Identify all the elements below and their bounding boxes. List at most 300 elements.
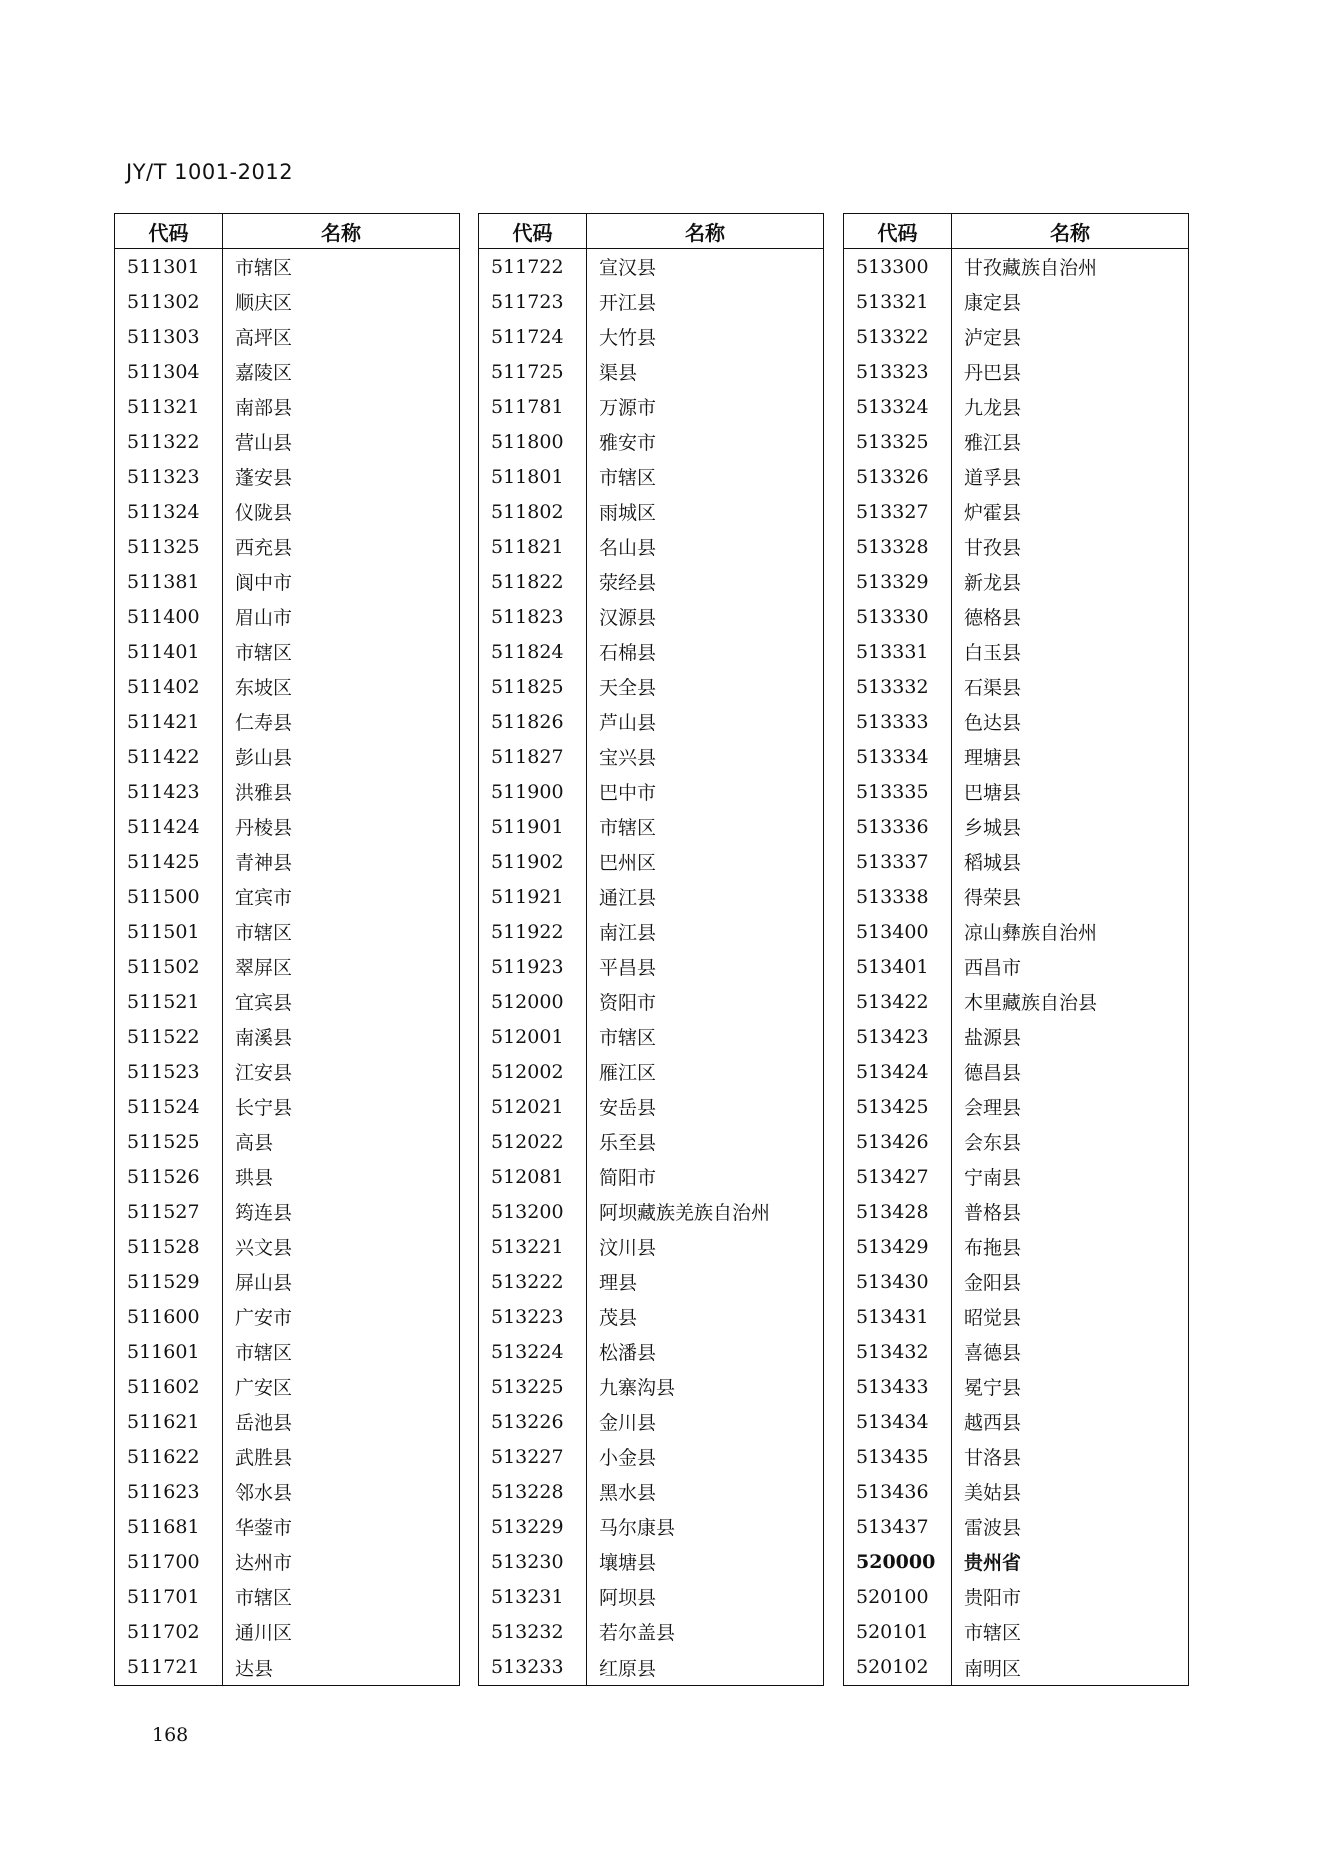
region-code: 511501 xyxy=(115,914,223,949)
region-code: 513229 xyxy=(479,1509,587,1544)
region-name: 阿坝县 xyxy=(599,1587,657,1609)
region-name: 乡城县 xyxy=(964,817,1022,839)
table-row xyxy=(479,599,824,634)
region-name: 市辖区 xyxy=(235,1342,293,1364)
region-name: 昭觉县 xyxy=(964,1307,1022,1329)
region-name: 会理县 xyxy=(964,1097,1022,1119)
region-name: 九寨沟县 xyxy=(599,1377,676,1399)
table-row xyxy=(115,809,460,844)
table-row xyxy=(479,424,824,459)
region-code: 511500 xyxy=(115,879,223,914)
region-code: 513437 xyxy=(844,1509,952,1544)
column-header-name: 名称 xyxy=(223,214,460,249)
region-code: 513328 xyxy=(844,529,952,564)
table-row xyxy=(844,529,1189,564)
table-row xyxy=(844,459,1189,494)
region-name: 武胜县 xyxy=(235,1447,293,1469)
table-row xyxy=(115,1089,460,1124)
region-name: 眉山市 xyxy=(235,607,293,629)
region-code: 511822 xyxy=(479,564,587,599)
region-code: 513433 xyxy=(844,1369,952,1404)
region-code: 511524 xyxy=(115,1089,223,1124)
table-row xyxy=(844,774,1189,809)
region-code: 511600 xyxy=(115,1299,223,1334)
region-name: 屏山县 xyxy=(235,1272,293,1294)
region-name: 金阳县 xyxy=(964,1272,1022,1294)
region-code: 511827 xyxy=(479,739,587,774)
region-name: 万源市 xyxy=(599,397,657,419)
region-name: 市辖区 xyxy=(235,1587,293,1609)
region-code: 511521 xyxy=(115,984,223,1019)
table-row xyxy=(115,1509,460,1544)
table-row xyxy=(844,1229,1189,1264)
region-code: 511781 xyxy=(479,389,587,424)
column-header-code: 代码 xyxy=(115,214,223,249)
region-code: 513200 xyxy=(479,1194,587,1229)
table-row xyxy=(844,1334,1189,1369)
region-code: 511721 xyxy=(115,1649,223,1686)
region-name: 平昌县 xyxy=(599,957,657,979)
region-code: 513332 xyxy=(844,669,952,704)
table-row xyxy=(844,564,1189,599)
table-row xyxy=(479,844,824,879)
table-row xyxy=(479,739,824,774)
region-code: 511400 xyxy=(115,599,223,634)
region-name: 名山县 xyxy=(599,537,657,559)
region-name: 市辖区 xyxy=(964,1622,1022,1644)
region-code: 513323 xyxy=(844,354,952,389)
table-row xyxy=(115,1579,460,1614)
region-code: 511381 xyxy=(115,564,223,599)
region-name: 理县 xyxy=(599,1272,638,1294)
table-row xyxy=(115,424,460,459)
region-code: 511681 xyxy=(115,1509,223,1544)
table-row xyxy=(479,1054,824,1089)
table-row xyxy=(479,984,824,1019)
code-table-2 xyxy=(478,213,824,1686)
region-name: 稻城县 xyxy=(964,852,1022,874)
region-code: 513334 xyxy=(844,739,952,774)
region-name: 雷波县 xyxy=(964,1517,1022,1539)
table-row xyxy=(115,739,460,774)
table-row xyxy=(479,319,824,354)
region-name: 宝兴县 xyxy=(599,747,657,769)
region-code: 520101 xyxy=(844,1614,952,1649)
region-code: 513326 xyxy=(844,459,952,494)
region-code: 513426 xyxy=(844,1124,952,1159)
region-code: 513331 xyxy=(844,634,952,669)
region-name: 洪雅县 xyxy=(235,782,293,804)
region-code: 511825 xyxy=(479,669,587,704)
table-row xyxy=(844,1614,1189,1649)
region-code: 513222 xyxy=(479,1264,587,1299)
region-code: 511621 xyxy=(115,1404,223,1439)
region-name: 市辖区 xyxy=(235,257,293,279)
region-name: 阿坝藏族羌族自治州 xyxy=(599,1202,771,1224)
region-code: 513225 xyxy=(479,1369,587,1404)
region-code: 511322 xyxy=(115,424,223,459)
region-name: 阆中市 xyxy=(235,572,293,594)
region-code: 511701 xyxy=(115,1579,223,1614)
region-name: 康定县 xyxy=(964,292,1022,314)
table-row xyxy=(115,1019,460,1054)
table-row xyxy=(844,879,1189,914)
region-name: 木里藏族自治县 xyxy=(964,992,1098,1014)
region-name: 达州市 xyxy=(235,1552,293,1574)
region-code: 513330 xyxy=(844,599,952,634)
region-code: 511422 xyxy=(115,739,223,774)
region-code: 511324 xyxy=(115,494,223,529)
region-name: 美姑县 xyxy=(964,1482,1022,1504)
region-code: 511303 xyxy=(115,319,223,354)
region-name: 凉山彝族自治州 xyxy=(964,922,1098,944)
region-code: 513324 xyxy=(844,389,952,424)
table-row xyxy=(844,424,1189,459)
region-name: 仁寿县 xyxy=(235,712,293,734)
table-row xyxy=(844,634,1189,669)
region-code: 520000 xyxy=(844,1544,952,1579)
table-row xyxy=(844,1369,1189,1404)
region-code: 511623 xyxy=(115,1474,223,1509)
region-code: 511702 xyxy=(115,1614,223,1649)
table-row xyxy=(479,1474,824,1509)
table-row xyxy=(115,1544,460,1579)
region-code: 513228 xyxy=(479,1474,587,1509)
region-code: 511802 xyxy=(479,494,587,529)
column-header-code: 代码 xyxy=(844,214,952,249)
region-name: 翠屏区 xyxy=(235,957,293,979)
region-name: 顺庆区 xyxy=(235,292,293,314)
region-name: 雨城区 xyxy=(599,502,657,524)
region-name: 天全县 xyxy=(599,677,657,699)
region-code: 513428 xyxy=(844,1194,952,1229)
region-name: 德昌县 xyxy=(964,1062,1022,1084)
table-row xyxy=(115,1054,460,1089)
region-code: 513436 xyxy=(844,1474,952,1509)
table-row xyxy=(479,809,824,844)
region-code: 511402 xyxy=(115,669,223,704)
region-code: 511522 xyxy=(115,1019,223,1054)
table-row xyxy=(844,389,1189,424)
region-code: 511528 xyxy=(115,1229,223,1264)
page-number: 168 xyxy=(152,1724,189,1746)
region-code: 513231 xyxy=(479,1579,587,1614)
region-code: 511800 xyxy=(479,424,587,459)
region-name: 大竹县 xyxy=(599,327,657,349)
region-name: 石渠县 xyxy=(964,677,1022,699)
table-row xyxy=(479,389,824,424)
region-name: 渠县 xyxy=(599,362,638,384)
region-name: 巴塘县 xyxy=(964,782,1022,804)
region-name: 汶川县 xyxy=(599,1237,657,1259)
region-code: 513300 xyxy=(844,249,952,285)
region-name: 盐源县 xyxy=(964,1027,1022,1049)
table-row xyxy=(844,1544,1189,1579)
region-name: 茂县 xyxy=(599,1307,638,1329)
region-code: 513322 xyxy=(844,319,952,354)
region-name: 甘孜县 xyxy=(964,537,1022,559)
table-row xyxy=(115,1264,460,1299)
region-code: 513423 xyxy=(844,1019,952,1054)
table-row xyxy=(115,1159,460,1194)
region-name: 甘孜藏族自治州 xyxy=(964,257,1098,279)
region-name: 西昌市 xyxy=(964,957,1022,979)
column-header-code: 代码 xyxy=(479,214,587,249)
region-name: 南江县 xyxy=(599,922,657,944)
table-row xyxy=(115,389,460,424)
table-row xyxy=(844,704,1189,739)
table-row xyxy=(479,1439,824,1474)
region-name: 通川区 xyxy=(235,1622,293,1644)
region-code: 511902 xyxy=(479,844,587,879)
table-row xyxy=(115,914,460,949)
region-code: 511602 xyxy=(115,1369,223,1404)
region-code: 511700 xyxy=(115,1544,223,1579)
table-row xyxy=(479,1334,824,1369)
region-name: 泸定县 xyxy=(964,327,1022,349)
region-code: 512001 xyxy=(479,1019,587,1054)
region-name: 新龙县 xyxy=(964,572,1022,594)
table-row xyxy=(479,634,824,669)
table-row xyxy=(115,1649,460,1686)
table-row xyxy=(844,844,1189,879)
region-code: 511722 xyxy=(479,249,587,285)
region-code: 511922 xyxy=(479,914,587,949)
table-row xyxy=(479,669,824,704)
region-code: 511425 xyxy=(115,844,223,879)
region-name: 炉霍县 xyxy=(964,502,1022,524)
table-row xyxy=(479,1159,824,1194)
region-code: 513434 xyxy=(844,1404,952,1439)
region-code: 511900 xyxy=(479,774,587,809)
region-code: 511823 xyxy=(479,599,587,634)
region-code: 511923 xyxy=(479,949,587,984)
region-name: 白玉县 xyxy=(964,642,1022,664)
region-code: 511523 xyxy=(115,1054,223,1089)
table-row xyxy=(844,809,1189,844)
region-code: 513325 xyxy=(844,424,952,459)
table-row xyxy=(844,1264,1189,1299)
region-code: 511601 xyxy=(115,1334,223,1369)
region-name: 壤塘县 xyxy=(599,1552,657,1574)
region-code: 513401 xyxy=(844,949,952,984)
region-name: 南溪县 xyxy=(235,1027,293,1049)
region-name: 东坡区 xyxy=(235,677,293,699)
table-row xyxy=(479,494,824,529)
region-name: 彭山县 xyxy=(235,747,293,769)
table-row xyxy=(844,1124,1189,1159)
region-name: 市辖区 xyxy=(599,1027,657,1049)
table-row xyxy=(479,949,824,984)
region-name: 营山县 xyxy=(235,432,293,454)
table-row xyxy=(844,1194,1189,1229)
table-row xyxy=(479,1019,824,1054)
region-code: 511421 xyxy=(115,704,223,739)
region-name: 广安市 xyxy=(235,1307,293,1329)
region-code: 513432 xyxy=(844,1334,952,1369)
region-code: 511801 xyxy=(479,459,587,494)
table-row xyxy=(844,1159,1189,1194)
table-row xyxy=(115,1194,460,1229)
region-name: 贵州省 xyxy=(964,1552,1022,1574)
table-row xyxy=(844,354,1189,389)
region-code: 512081 xyxy=(479,1159,587,1194)
table-row xyxy=(115,949,460,984)
region-code: 511304 xyxy=(115,354,223,389)
table-row xyxy=(115,1229,460,1264)
table-row xyxy=(844,984,1189,1019)
region-code: 511525 xyxy=(115,1124,223,1159)
region-name: 仪陇县 xyxy=(235,502,293,524)
region-code: 511323 xyxy=(115,459,223,494)
table-row xyxy=(844,1404,1189,1439)
table-row xyxy=(115,529,460,564)
region-name: 道孚县 xyxy=(964,467,1022,489)
table-row xyxy=(844,949,1189,984)
region-name: 高坪区 xyxy=(235,327,293,349)
region-code: 513435 xyxy=(844,1439,952,1474)
table-row xyxy=(479,1264,824,1299)
region-code: 513226 xyxy=(479,1404,587,1439)
table-row xyxy=(479,249,824,285)
table-row xyxy=(479,879,824,914)
region-name: 宜宾县 xyxy=(235,992,293,1014)
region-name: 长宁县 xyxy=(235,1097,293,1119)
table-row xyxy=(844,739,1189,774)
table-row xyxy=(479,1124,824,1159)
region-name: 简阳市 xyxy=(599,1167,657,1189)
region-code: 513336 xyxy=(844,809,952,844)
region-name: 兴文县 xyxy=(235,1237,293,1259)
table-row xyxy=(844,494,1189,529)
region-name: 巴州区 xyxy=(599,852,657,874)
table-row xyxy=(479,1089,824,1124)
table-row xyxy=(479,564,824,599)
region-code: 511901 xyxy=(479,809,587,844)
region-code: 513329 xyxy=(844,564,952,599)
table-row xyxy=(479,1544,824,1579)
table-row xyxy=(479,459,824,494)
region-code: 513422 xyxy=(844,984,952,1019)
table-row xyxy=(115,494,460,529)
table-row xyxy=(844,1439,1189,1474)
code-table-3 xyxy=(843,213,1189,1686)
region-name: 市辖区 xyxy=(235,922,293,944)
region-code: 513221 xyxy=(479,1229,587,1264)
region-name: 九龙县 xyxy=(964,397,1022,419)
region-name: 宜宾市 xyxy=(235,887,293,909)
table-row xyxy=(115,634,460,669)
table-row xyxy=(479,1509,824,1544)
region-code: 511424 xyxy=(115,809,223,844)
region-name: 广安区 xyxy=(235,1377,293,1399)
region-name: 南部县 xyxy=(235,397,293,419)
region-code: 513429 xyxy=(844,1229,952,1264)
table-row xyxy=(844,1089,1189,1124)
region-name: 宣汉县 xyxy=(599,257,657,279)
region-code: 511321 xyxy=(115,389,223,424)
region-code: 511724 xyxy=(479,319,587,354)
table-row xyxy=(115,1439,460,1474)
table-row xyxy=(115,1124,460,1159)
table-row xyxy=(844,1509,1189,1544)
table-row xyxy=(844,669,1189,704)
region-name: 市辖区 xyxy=(599,467,657,489)
region-code: 513333 xyxy=(844,704,952,739)
region-name: 达县 xyxy=(235,1657,274,1680)
region-name: 珙县 xyxy=(235,1167,274,1189)
region-code: 513327 xyxy=(844,494,952,529)
table-row xyxy=(844,249,1189,285)
region-name: 宁南县 xyxy=(964,1167,1022,1189)
region-name: 安岳县 xyxy=(599,1097,657,1119)
region-code: 512002 xyxy=(479,1054,587,1089)
region-name: 荥经县 xyxy=(599,572,657,594)
table-row xyxy=(479,354,824,389)
region-name: 嘉陵区 xyxy=(235,362,293,384)
table-row xyxy=(479,1404,824,1439)
table-row xyxy=(479,774,824,809)
table-row xyxy=(479,1194,824,1229)
region-name: 南明区 xyxy=(964,1657,1022,1680)
region-code: 511325 xyxy=(115,529,223,564)
region-code: 512022 xyxy=(479,1124,587,1159)
table-row xyxy=(115,879,460,914)
region-code: 511723 xyxy=(479,284,587,319)
region-name: 邻水县 xyxy=(235,1482,293,1504)
region-name: 市辖区 xyxy=(599,817,657,839)
region-name: 布拖县 xyxy=(964,1237,1022,1259)
column-header-name: 名称 xyxy=(587,214,824,249)
region-name: 岳池县 xyxy=(235,1412,293,1434)
region-code: 513431 xyxy=(844,1299,952,1334)
region-name: 冕宁县 xyxy=(964,1377,1022,1399)
table-row xyxy=(479,529,824,564)
region-code: 513338 xyxy=(844,879,952,914)
region-name: 江安县 xyxy=(235,1062,293,1084)
region-name: 越西县 xyxy=(964,1412,1022,1434)
region-code: 511529 xyxy=(115,1264,223,1299)
table-row xyxy=(115,1334,460,1369)
table-row xyxy=(115,774,460,809)
table-row xyxy=(479,1614,824,1649)
region-code: 511824 xyxy=(479,634,587,669)
table-row xyxy=(479,284,824,319)
table-row xyxy=(115,1614,460,1649)
region-code: 513227 xyxy=(479,1439,587,1474)
region-code: 511826 xyxy=(479,704,587,739)
region-code: 511502 xyxy=(115,949,223,984)
region-code: 511921 xyxy=(479,879,587,914)
region-code: 513425 xyxy=(844,1089,952,1124)
table-row xyxy=(844,1649,1189,1686)
table-row xyxy=(115,1299,460,1334)
table-row xyxy=(115,599,460,634)
region-name: 丹棱县 xyxy=(235,817,293,839)
region-name: 理塘县 xyxy=(964,747,1022,769)
table-row xyxy=(115,249,460,285)
region-code: 520102 xyxy=(844,1649,952,1686)
region-name: 小金县 xyxy=(599,1447,657,1469)
region-code: 513233 xyxy=(479,1649,587,1686)
region-name: 汉源县 xyxy=(599,607,657,629)
region-name: 华蓥市 xyxy=(235,1517,293,1539)
region-name: 石棉县 xyxy=(599,642,657,664)
table-row xyxy=(479,914,824,949)
region-code: 511401 xyxy=(115,634,223,669)
region-name: 喜德县 xyxy=(964,1342,1022,1364)
table-row xyxy=(115,459,460,494)
